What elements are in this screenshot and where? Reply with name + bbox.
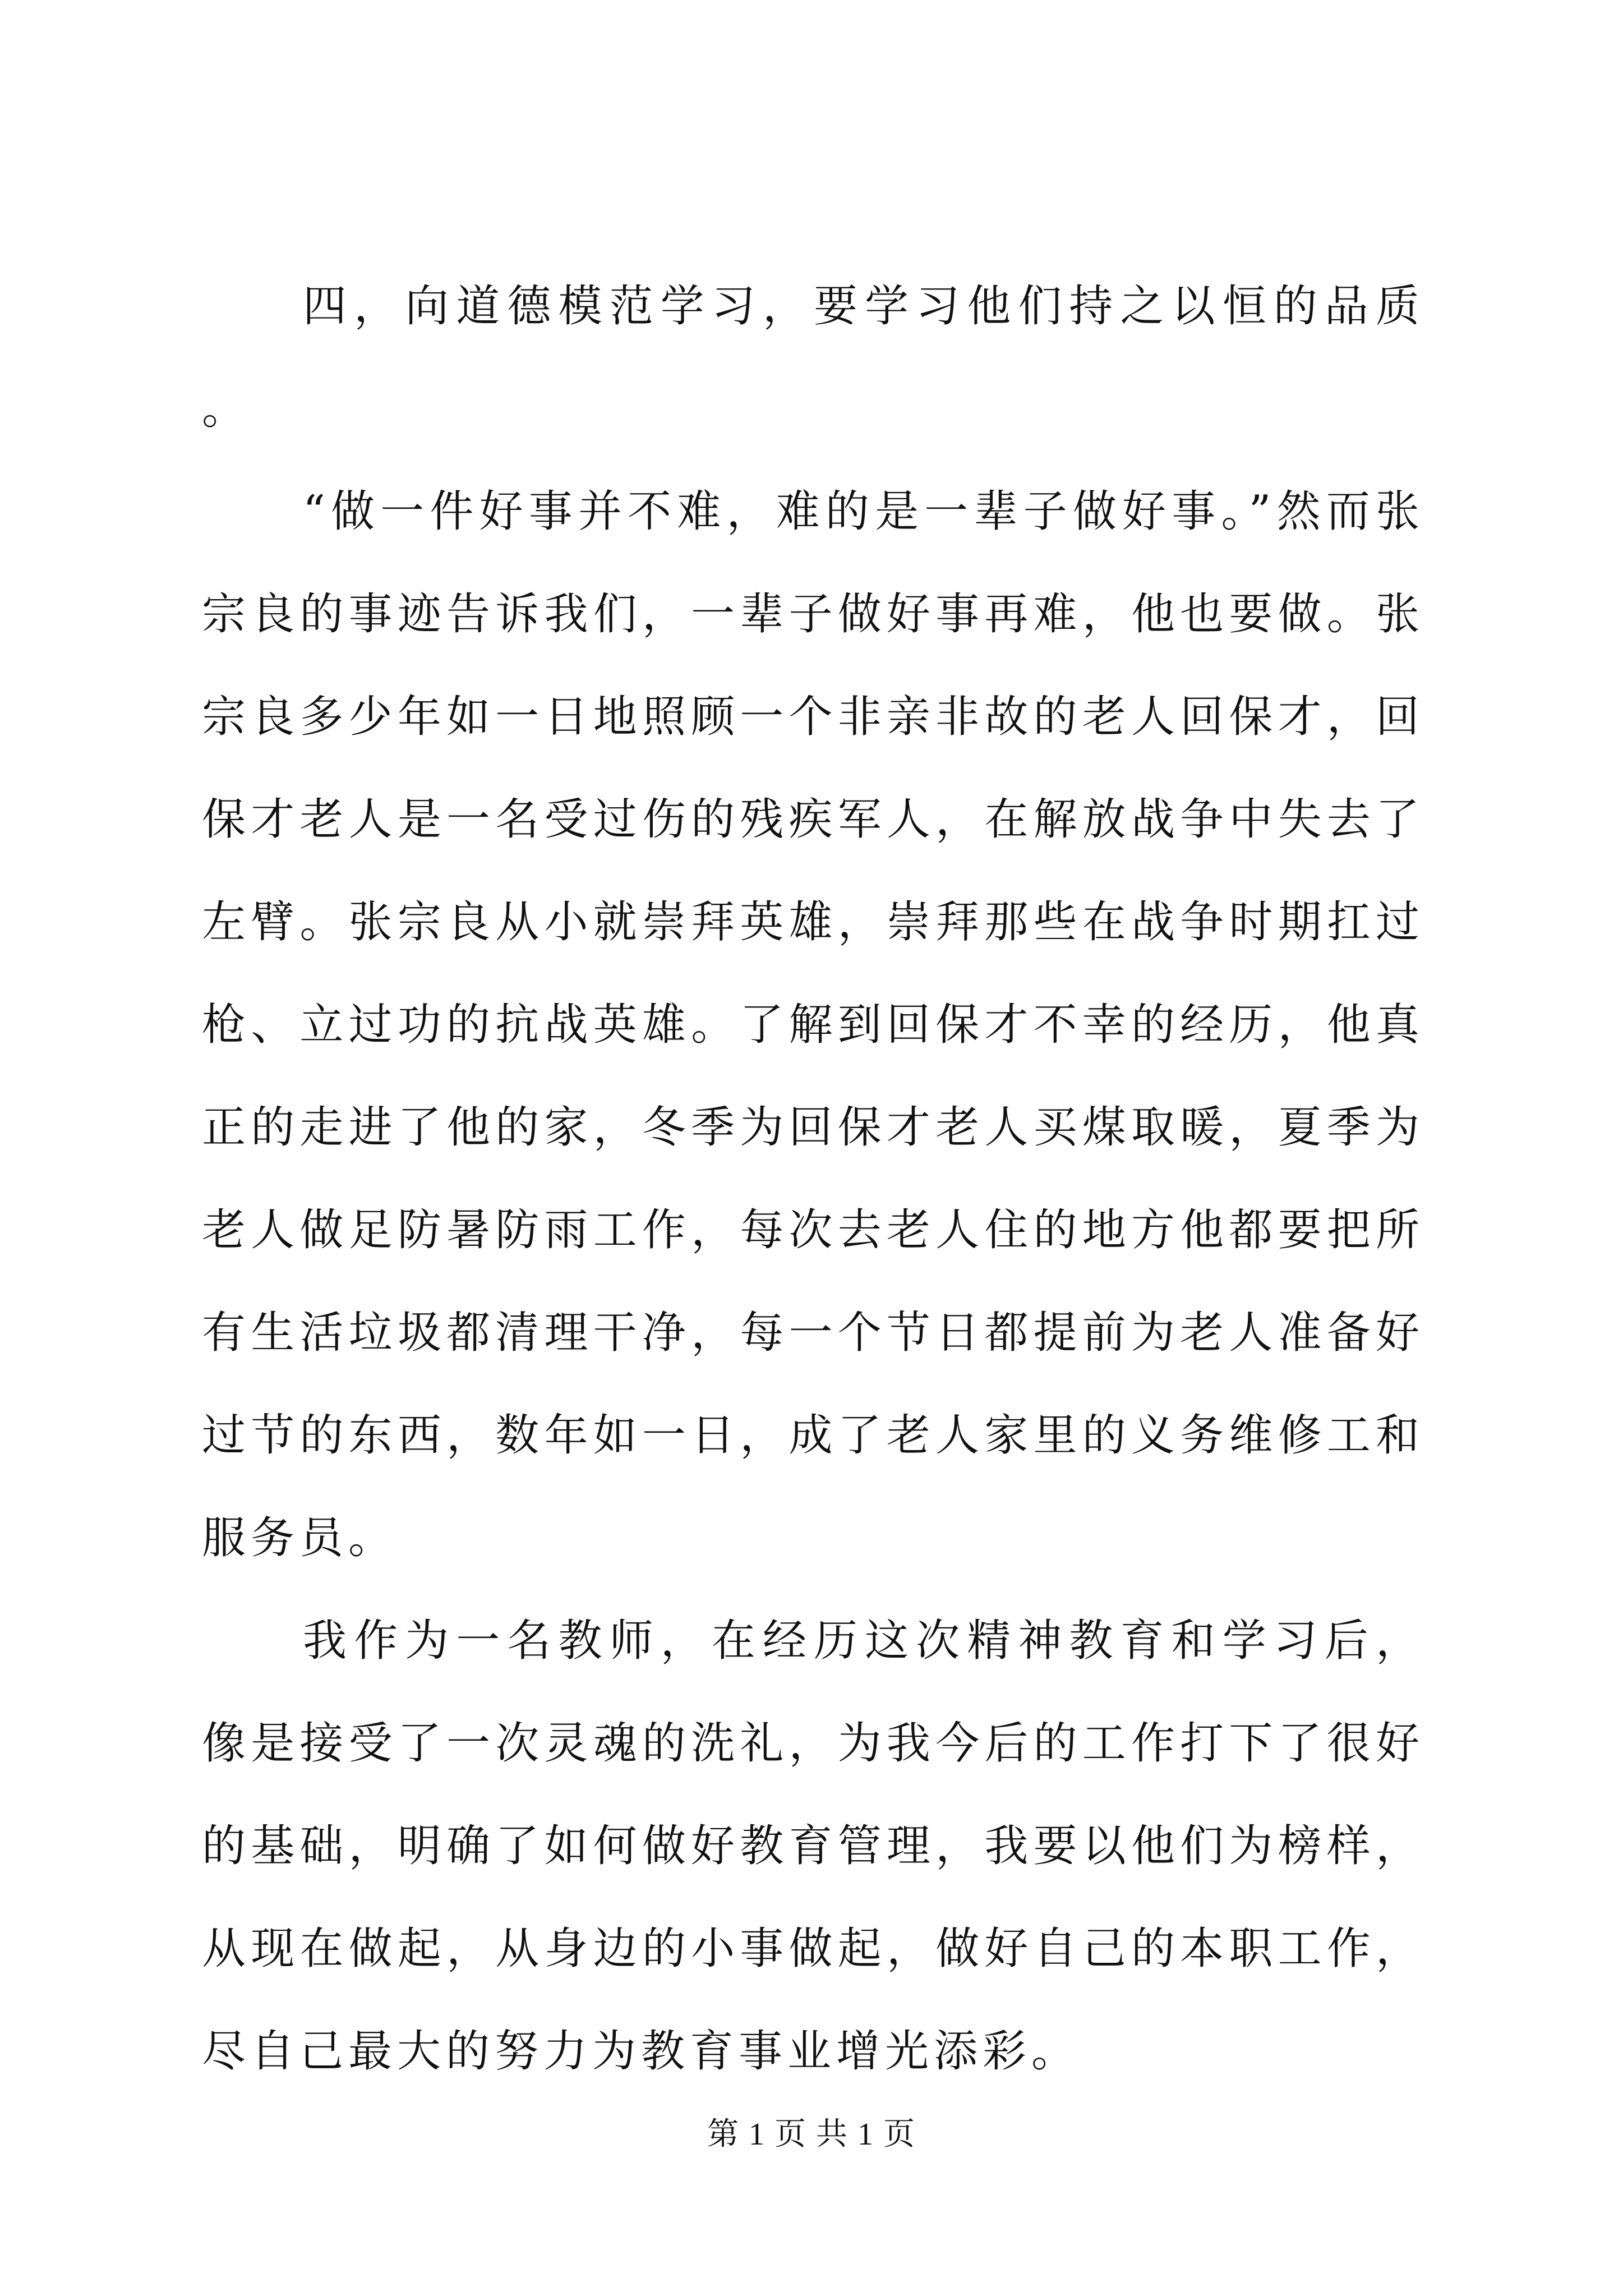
document-body (202, 255, 1424, 2103)
page-footer: 第 1 页 共 1 页 (707, 2117, 916, 2152)
paragraph-zhang-zongliang-story: “做一件好事并不难，难的是一辈子做好事。”然而张宗良的事迹告诉我们，一辈子做好事再难，他也要做。张宗良多少年如一日地照顾一个非亲非故的老人回保才，回保才老人是一名受过伤的残疾军人，在解放战争中失去了左臂。张宗良从小就崇拜英雄，崇拜那些在战争时期扛过枪、立过功的抗战英雄。了解到回保才不幸的经历，他真正的走进了他的家，冬季为回保才老人买煤取暖，夏季为老人做足防暑防雨工作，每次去老人住的地方他都要把所有生活垃圾都清理干净，每一个节日都提前为老人准备好过节的东西，数年如一日，成了老人家里的义务维修工和服务员。 (202, 486, 1424, 1563)
paragraph-moral-model-perseverance: 四，向道德模范学习，要学习他们持之以恒的品质。 (202, 281, 1424, 434)
paragraph-teacher-reflection: 我作为一名教师，在经历这次精神教育和学习后，像是接受了一次灵魂的洗礼，为我今后的工作打下了很好的基础，明确了如何做好教育管理，我要以他们为榜样，从现在做起，从身边的小事做起，做好自己的本职工作，尽自己最大的努力为教育事业增光添彩。 (202, 1616, 1424, 2077)
